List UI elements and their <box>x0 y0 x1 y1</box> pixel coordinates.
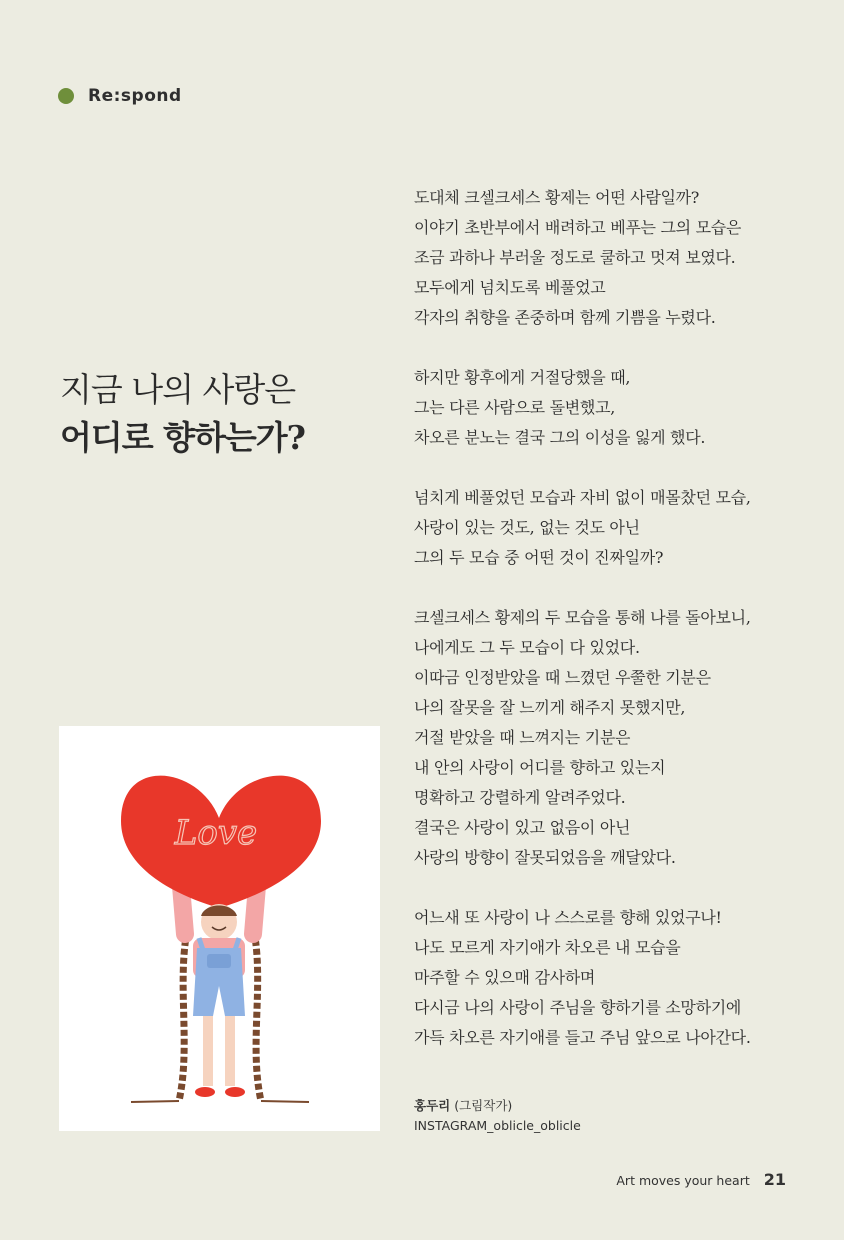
poem-line: 나에게도 그 두 모습이 다 있었다. <box>414 638 640 657</box>
poem-line: 거절 받았을 때 느껴지는 기분은 <box>414 728 631 747</box>
poem-line: 그는 다른 사람으로 돌변했고, <box>414 398 616 417</box>
poem-line: 넘치게 베풀었던 모습과 자비 없이 매몰찼던 모습, <box>414 488 751 507</box>
poem-line: 명확하고 강렬하게 알려주었다. <box>414 788 626 807</box>
page-number: 21 <box>763 1170 786 1189</box>
poem-line: 도대체 크셀크세스 황제는 어떤 사람일까? <box>414 188 700 207</box>
poem-line: 사랑이 있는 것도, 없는 것도 아닌 <box>414 518 640 537</box>
poem-stanza <box>414 483 814 573</box>
poem-line: 크셀크세스 황제의 두 모습을 통해 나를 돌아보니, <box>414 608 751 627</box>
poem-line: 어느새 또 사랑이 나 스스로를 향해 있었구나! <box>414 908 722 927</box>
poem-line: 모두에게 넘치도록 베풀었고 <box>414 278 606 297</box>
poem-line: 나의 잘못을 잘 느끼게 해주지 못했지만, <box>414 698 686 717</box>
poem-line: 조금 과하나 부러울 정도로 쿨하고 멋져 보였다. <box>414 248 736 267</box>
poem-line: 그의 두 모습 중 어떤 것이 진짜일까? <box>414 548 664 567</box>
artist-name: 홍두리 <box>414 1098 451 1113</box>
poem-stanza <box>414 183 814 333</box>
poem-line: 이따금 인정받았을 때 느꼈던 우쭐한 기분은 <box>414 668 711 687</box>
artist-credit <box>414 1096 581 1136</box>
heart-text: Love <box>174 813 258 853</box>
poem-line: 차오른 분노는 결국 그의 이성을 잃게 했다. <box>414 428 706 447</box>
headline <box>60 366 305 462</box>
headline-line-2: 어디로 향하는가? <box>60 418 305 457</box>
poem-line: 각자의 취향을 존중하며 함께 기쁨을 누렸다. <box>414 308 716 327</box>
poem-line: 이야기 초반부에서 배려하고 베푸는 그의 모습은 <box>414 218 742 237</box>
poem-line: 하지만 황후에게 거절당했을 때, <box>414 368 631 387</box>
poem-line: 다시금 나의 사랑이 주님을 향하기를 소망하기에 <box>414 998 742 1017</box>
poem-line: 마주할 수 있으매 감사하며 <box>414 968 596 987</box>
poem-line: 내 안의 사랑이 어디를 향하고 있는지 <box>414 758 666 777</box>
artist-name-row <box>414 1096 581 1116</box>
love-illustration <box>59 726 380 1131</box>
artist-instagram: INSTAGRAM_oblicle_oblicle <box>414 1118 581 1133</box>
poem-line: 결국은 사랑이 있고 없음이 아닌 <box>414 818 631 837</box>
page-footer <box>616 1170 786 1189</box>
section-label: Re:spond <box>88 86 182 106</box>
poem-line: 나도 모르게 자기애가 차오른 내 모습을 <box>414 938 681 957</box>
section-dot-icon <box>58 88 74 104</box>
poem-stanza <box>414 363 814 453</box>
artist-role: (그림작가) <box>454 1098 513 1113</box>
footer-tagline: Art moves your heart <box>616 1173 750 1188</box>
poem-stanza <box>414 603 814 873</box>
poem-body <box>414 183 814 1083</box>
headline-line-1: 지금 나의 사랑은 <box>60 370 296 409</box>
poem-line: 사랑의 방향이 잘못되었음을 깨달았다. <box>414 848 676 867</box>
poem-line: 가득 차오른 자기애를 들고 주님 앞으로 나아간다. <box>414 1028 751 1047</box>
poem-stanza <box>414 903 814 1053</box>
girl-holding-heart-icon <box>59 726 380 1131</box>
section-tag <box>58 86 182 106</box>
